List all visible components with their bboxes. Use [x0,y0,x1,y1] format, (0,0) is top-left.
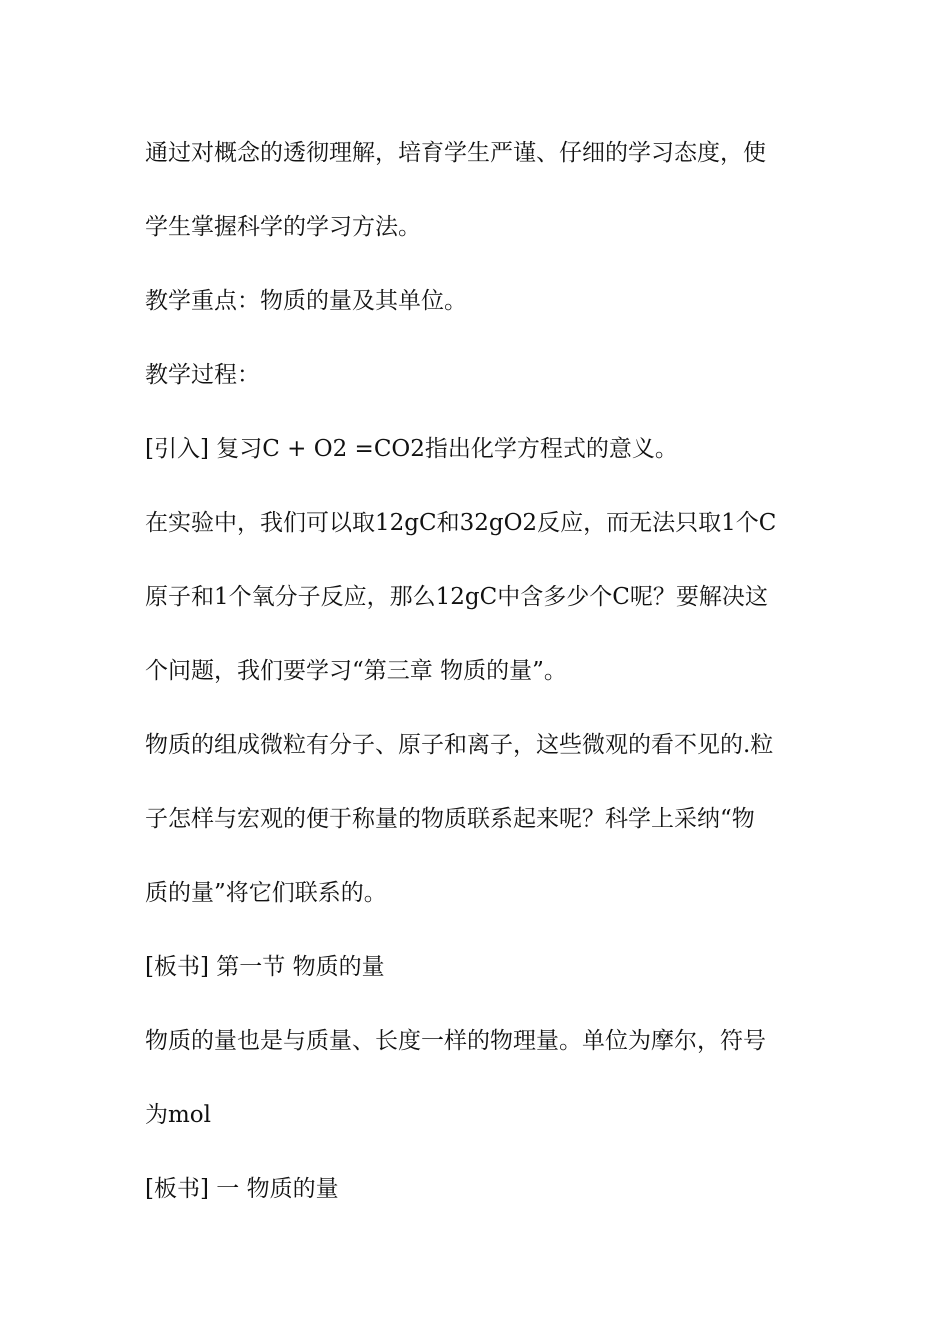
text-line-content: 原子和1个氧分子反应，那么12gC中含多少个C呢？要解决这 [145,584,768,610]
text-line [145,128,815,202]
text-line-content: 学生掌握科学的学习方法。 [145,214,421,240]
text-line-content: 教学重点：物质的量及其单位。 [145,288,467,314]
text-line-content: [引入] 复习C + O2 =CO2指出化学方程式的意义。 [145,436,678,462]
text-line [145,1016,815,1090]
text-line [145,276,815,350]
text-line-content: 通过对概念的透彻理解，培育学生严谨、仔细的学习态度，使 [145,140,766,166]
text-line [145,350,815,424]
text-line-content: [板书] 第一节 物质的量 [145,954,385,980]
text-line-content: 物质的组成微粒有分子、原子和离子，这些微观的看不见的.粒 [145,732,774,758]
text-line-content: 在实验中，我们可以取12gC和32gO2反应，而无法只取1个C [145,510,777,536]
text-line [145,1164,815,1238]
text-line-content: 个问题，我们要学习“第三章 物质的量”。 [145,658,567,684]
text-line [145,646,815,720]
text-line-content: 子怎样与宏观的便于称量的物质联系起来呢？科学上采纳“物 [145,806,755,832]
text-line [145,1090,815,1164]
text-line [145,424,815,498]
text-line-content: 为mol [145,1102,212,1128]
text-line-content: 物质的量也是与质量、长度一样的物理量。单位为摩尔，符号 [145,1028,766,1054]
text-line [145,498,815,572]
text-line [145,794,815,868]
document-body [145,128,815,1238]
text-line [145,868,815,942]
text-line-content: 教学过程： [145,362,260,388]
text-line-content: [板书] 一 物质的量 [145,1176,339,1202]
text-line [145,942,815,1016]
text-line-content: 质的量”将它们联系的。 [145,880,387,906]
text-line [145,572,815,646]
text-line [145,202,815,276]
text-line [145,720,815,794]
